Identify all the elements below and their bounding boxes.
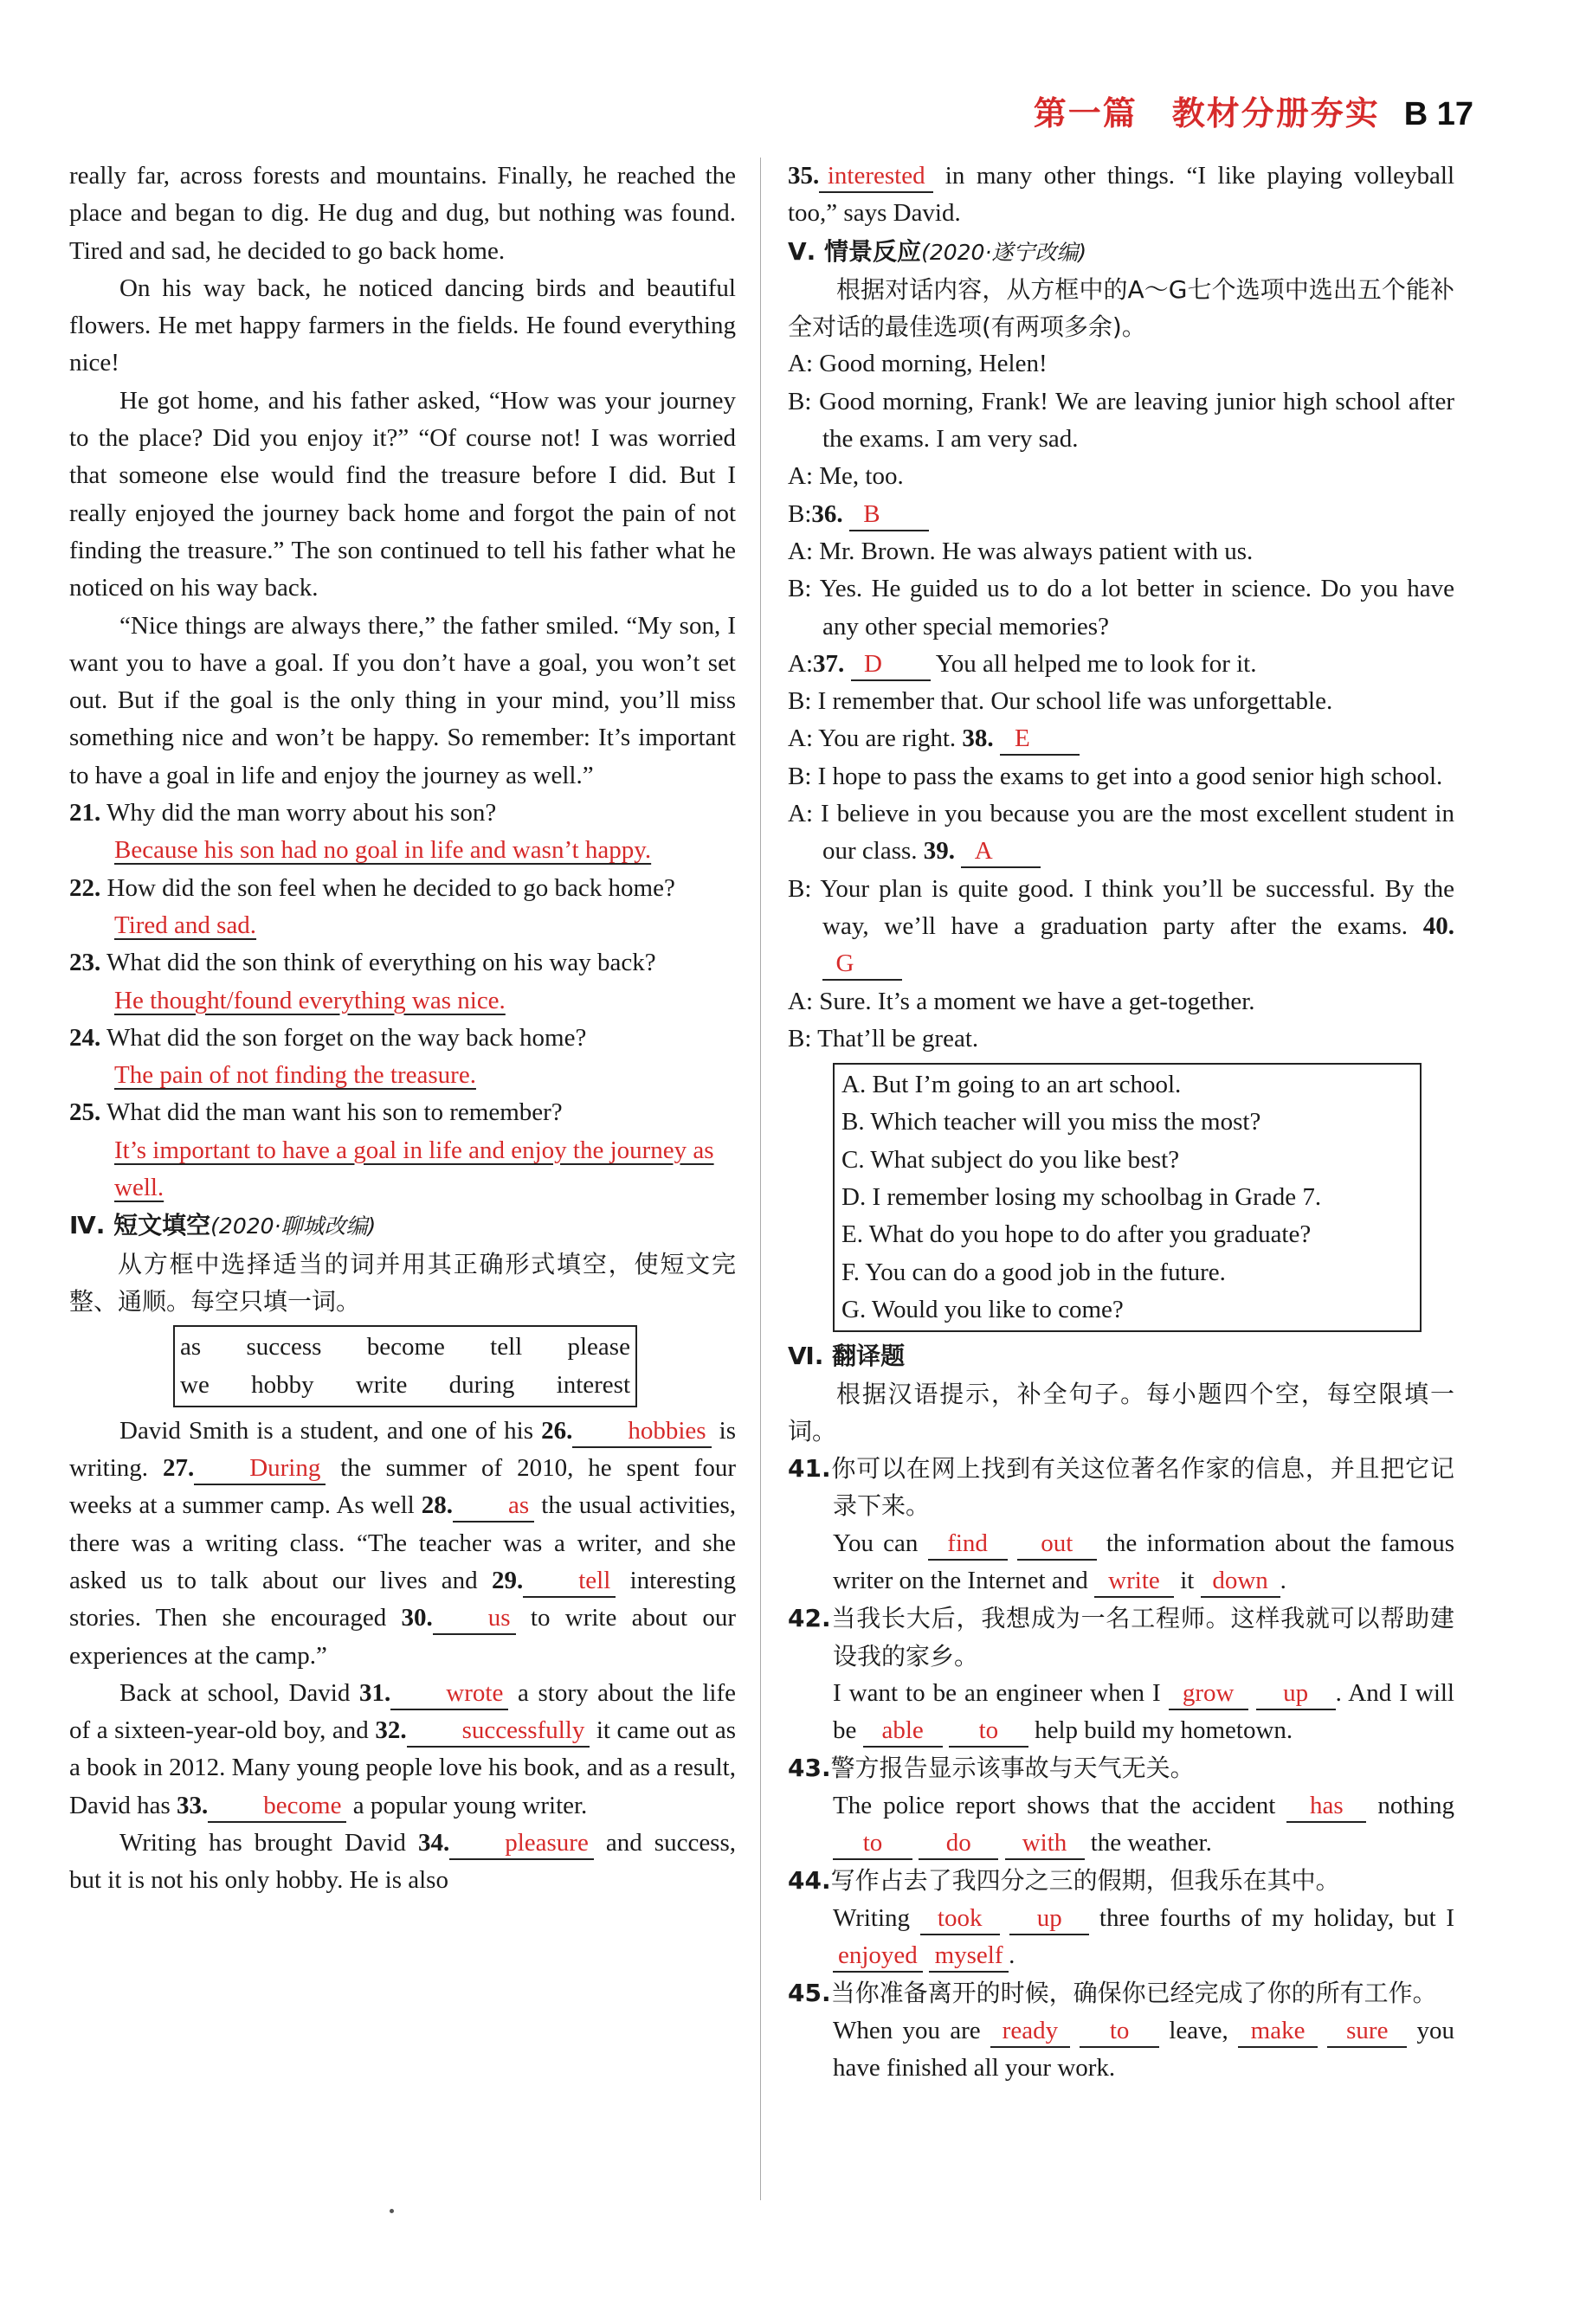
question-45: 45.当你准备离开的时候，确保你已经完成了你的所有工作。 [788,1979,1437,2008]
options-box [833,1063,1422,1332]
dialogue-line: A: I believe in you because you are the most excellent student in our class. 39. A [788,795,1454,871]
dialogue-line: A: You are right. 38. E [788,720,1454,757]
cloze-paragraph-3-cont: 35. interested in many other things. “I like playing volleyball too,” says David. [788,162,1455,228]
answer-23: He thought/found everything was nice. [114,986,506,1014]
word: success [246,1333,322,1362]
blank-40: G [822,948,902,981]
question-41: 41.你可以在网上找到有关这位著名作家的信息，并且把它记录下来。 [788,1454,1454,1521]
section-6-heading: Ⅵ. 翻译题 [788,1342,906,1371]
dialogue-line: A: Me, too. [788,462,904,491]
option: C. What subject do you like best? [841,1145,1180,1174]
option: A. But I’m going to an art school. [841,1071,1182,1099]
translation-41: You can find out the information about the famous writer on the Internet and write it down . [833,1525,1454,1600]
blank-29: tell [523,1565,616,1598]
section-6-instruction: 根据汉语提示，补全句子。每小题四个空，每空限填一词。 [788,1379,1454,1445]
option: E. What do you hope to do after you graduate? [841,1220,1312,1249]
word: during [448,1370,515,1399]
section-4-instruction: 从方框中选择适当的词并用其正确形式填空，使短文完整、通顺。每空只填一词。 [69,1249,736,1316]
dialogue-line: B: Good morning, Frank! We are leaving junior high school after the exams. I am very sad. [788,387,1454,454]
blank-38: E [1000,723,1080,756]
option: D. I remember losing my schoolbag in Grade 7. [841,1183,1322,1212]
blank-27: During [194,1452,326,1485]
answer-21: Because his son had no goal in life and wasn’t happy. [114,836,652,865]
option: G. Would you like to come? [841,1295,1124,1323]
blank-31: wrote [390,1677,508,1710]
option: F. You can do a good job in the future. [841,1258,1226,1286]
dialogue-line: A:37. D You all helped me to look for it. [788,646,1454,683]
section-5-instruction: 根据对话内容，从方框中的A～G七个选项中选出五个能补全对话的最佳选项(有两项多余)。 [788,274,1454,342]
cloze-paragraph-2: Back at school, David 31. wrote a story about the life of a sixteen-year-old boy, and 32. successfully it came out as a book in 2012. Many young people love his book, and as a result, David has 33. become a popular young writer. [69,1675,736,1825]
cloze-paragraph-3: Writing has brought David 34. pleasure and success, but it is not his only hobby. He is also [69,1829,737,1895]
blank-35: interested [819,160,933,193]
question-25: 25. What did the man want his son to remember? [69,1098,563,1127]
word-box [173,1325,637,1407]
dialogue-line: A: Mr. Brown. He was always patient with us. [788,537,1254,565]
blank-33: become [208,1790,346,1823]
page-header [1034,87,1473,134]
word: we [180,1370,210,1399]
word: become [366,1333,445,1362]
page-dot [390,2209,394,2213]
option: B. Which teacher will you miss the most? [841,1108,1261,1136]
question-43: 43.警方报告显示该事故与天气无关。 [788,1754,1195,1783]
page-number: B 17 [1403,96,1473,132]
translation-45: When you are ready to leave, make sure you have finished all your work. [833,2016,1455,2082]
question-44: 44.写作占去了我四分之三的假期，但我乐在其中。 [788,1866,1340,1896]
blank-34: pleasure [449,1827,594,1860]
word: tell [490,1333,523,1362]
answer-22: Tired and sad. [114,911,257,939]
question-24: 24. What did the son forget on the way back home? [69,1023,587,1052]
dialogue-line: B:36. B [788,496,1454,533]
section-4-heading: Ⅳ. 短文填空(2020·聊城改编) [69,1211,377,1240]
answer-24: The pain of not finding the treasure. [114,1061,476,1090]
question-21: 21. Why did the man worry about his son? [69,799,497,827]
passage-paragraph: He got home, and his father asked, “How was your journey to the place? Did you enjoy it?” “Of course not! I was worried that someone else would find the treasure before I did. But I really enjoyed the journey back home and forgot the pain of not finding the treasure.” The son continued to tell his father what he noticed on his way back. [69,386,736,602]
translation-43: The police report shows that the accident has nothing to do with the weather. [833,1787,1454,1863]
dialogue-line: B: Yes. He guided us to do a lot better in science. Do you have any other special memories? [788,575,1454,641]
blank-28: as [453,1490,534,1523]
word: hobby [251,1370,314,1399]
blank-32: successfully [407,1715,590,1748]
dialogue-line: B: That’ll be great. [788,1024,979,1053]
word: write [355,1370,408,1399]
cloze-paragraph-1: David Smith is a student, and one of his 26. hobbies is writing. 27. During the summer of 2010, he spent four weeks at a summer camp. As well 28. as the usual activities, there was a writing class. “The teacher was a writer, and she asked us to talk about our lives and 29. tell interesting stories. Then she encouraged 30. us to write about our experiences at the camp.” [69,1416,737,1670]
blank-26: hobbies [572,1415,711,1448]
dialogue-line: A: Sure. It’s a moment we have a get-together. [788,987,1255,1015]
left-column [69,158,736,1900]
word: interest [556,1370,630,1399]
passage-paragraph: On his way back, he noticed dancing birds and beautiful flowers. He met happy farmers in the fields. He found everything nice! [69,274,736,377]
question-23: 23. What did the son think of everything on his way back? [69,949,656,977]
blank-39: A [961,835,1041,868]
blank-36: B [849,499,929,531]
question-22: 22. How did the son feel when he decided to go back home? [69,873,675,902]
dialogue-line: A: Good morning, Helen! [788,350,1048,378]
passage-paragraph: really far, across forests and mountains. Finally, he reached the place and began to dig. He dug and dug, but nothing was found. Tired and sad, he decided to go back home. [69,162,736,265]
right-column [788,158,1454,2087]
section-title: 第一篇 教材分册夯实 [1033,94,1380,132]
translation-42: I want to be an engineer when I grow up . And I will be able to help build my hometown. [833,1675,1454,1750]
word: as [180,1333,202,1362]
answer-25: It’s important to have a goal in life and enjoy the journey as well. [114,1136,714,1202]
question-42: 42.当我长大后，我想成为一名工程师。这样我就可以帮助建设我的家乡。 [788,1604,1454,1671]
blank-37: D [851,648,931,681]
dialogue-line: B: I hope to pass the exams to get into a good senior high school. [788,762,1443,790]
blank-30: us [433,1602,516,1635]
column-divider [760,158,761,2200]
passage-paragraph: “Nice things are always there,” the father smiled. “My son, I want you to have a goal. If you don’t have a goal, you won’t set out. But if the goal is the only thing in your mind, you’ll miss something nice and won’t be happy. So remember: It’s important to have a goal in life and enjoy the journey as well.” [69,611,736,789]
word: please [567,1333,630,1362]
translation-44: Writing took up three fourths of my holiday, but I enjoyed myself . [833,1900,1454,1975]
dialogue-line: B: Your plan is quite good. I think you’ll be successful. By the way, we’ll have a graduation party after the exams. 40. G [788,871,1454,983]
section-5-heading: Ⅴ. 情景反应(2020·遂宁改编) [788,236,1087,266]
dialogue-line: B: I remember that. Our school life was unforgettable. [788,687,1333,716]
